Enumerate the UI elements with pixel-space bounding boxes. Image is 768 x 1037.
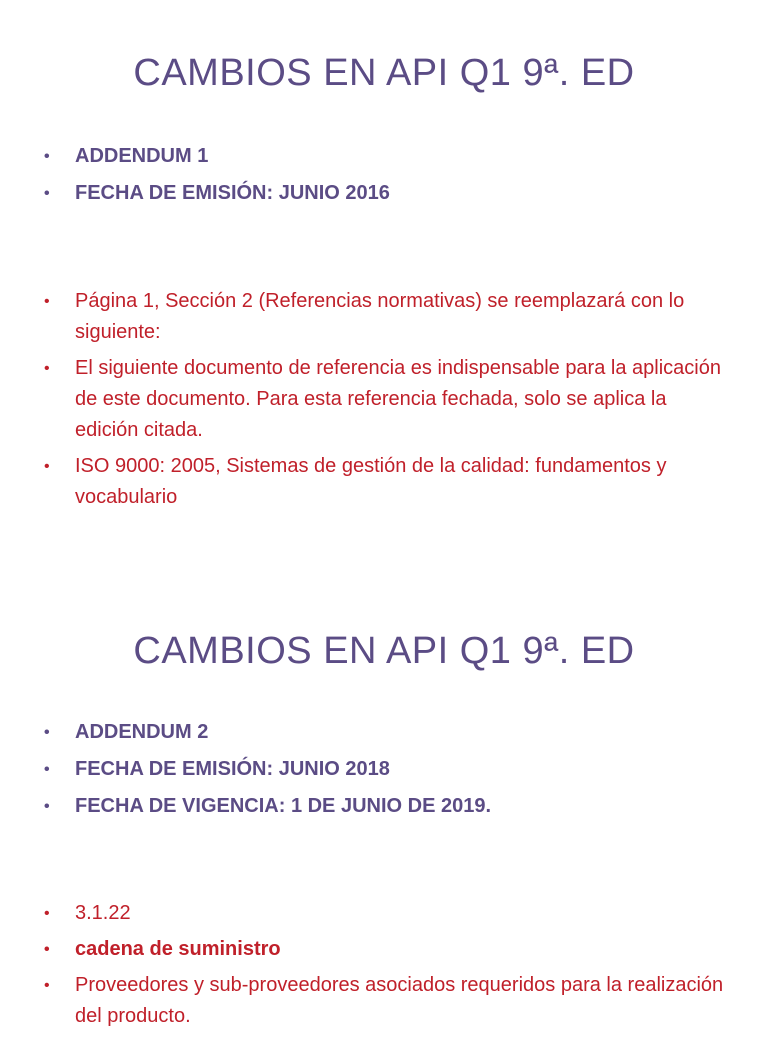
list-item-text: FECHA DE VIGENCIA: 1 DE JUNIO DE 2019. (75, 795, 492, 817)
list-item (0, 970, 768, 1032)
bullet-icon: • (44, 458, 50, 475)
slide-title: CAMBIOS EN API Q1 9ª. ED (133, 52, 635, 94)
list-item (0, 717, 768, 748)
list-item-text: 3.1.22 (75, 902, 131, 924)
list-item-text: FECHA DE EMISIÓN: JUNIO 2018 (75, 758, 390, 780)
body-bullet-list (0, 898, 768, 1037)
header-bullet-list (0, 141, 768, 215)
slide-title: CAMBIOS EN API Q1 9ª. ED (133, 630, 635, 672)
list-item (0, 451, 768, 513)
body-bullet-list (0, 286, 768, 518)
list-item (0, 178, 768, 209)
slide-1 (0, 0, 768, 512)
slide-2 (0, 576, 768, 1027)
bullet-icon: • (44, 185, 50, 202)
list-item (0, 353, 768, 446)
list-item-text: FECHA DE EMISIÓN: JUNIO 2016 (75, 182, 390, 204)
header-bullet-list (0, 717, 768, 828)
list-item (0, 898, 768, 929)
list-item-text: Proveedores y sub-proveedores asociados requeridos para la realización del producto. (75, 974, 724, 1027)
list-item (0, 141, 768, 172)
list-item-text: Página 1, Sección 2 (Referencias normativas) se reemplazará con lo siguiente: (75, 290, 685, 343)
list-item (0, 791, 768, 822)
bullet-icon: • (44, 761, 50, 778)
list-item-text: ADDENDUM 2 (75, 721, 209, 743)
list-item-text: ADDENDUM 1 (75, 145, 209, 167)
bullet-icon: • (44, 724, 50, 741)
bullet-icon: • (44, 148, 50, 165)
list-item-text: ISO 9000: 2005, Sistemas de gestión de la calidad: fundamentos y vocabulario (75, 455, 667, 508)
bullet-icon: • (44, 905, 50, 922)
bullet-icon: • (44, 798, 50, 815)
list-item-text: El siguiente documento de referencia es indispensable para la aplicación de este documento. Para esta referencia fechada, solo se aplica la edición citada. (75, 357, 721, 441)
list-item (0, 754, 768, 785)
bullet-icon: • (44, 977, 50, 994)
bullet-icon: • (44, 941, 50, 958)
list-item-text: cadena de suministro (75, 938, 281, 960)
bullet-icon: • (44, 293, 50, 310)
list-item (0, 286, 768, 348)
list-item (0, 934, 768, 965)
bullet-icon: • (44, 360, 50, 377)
